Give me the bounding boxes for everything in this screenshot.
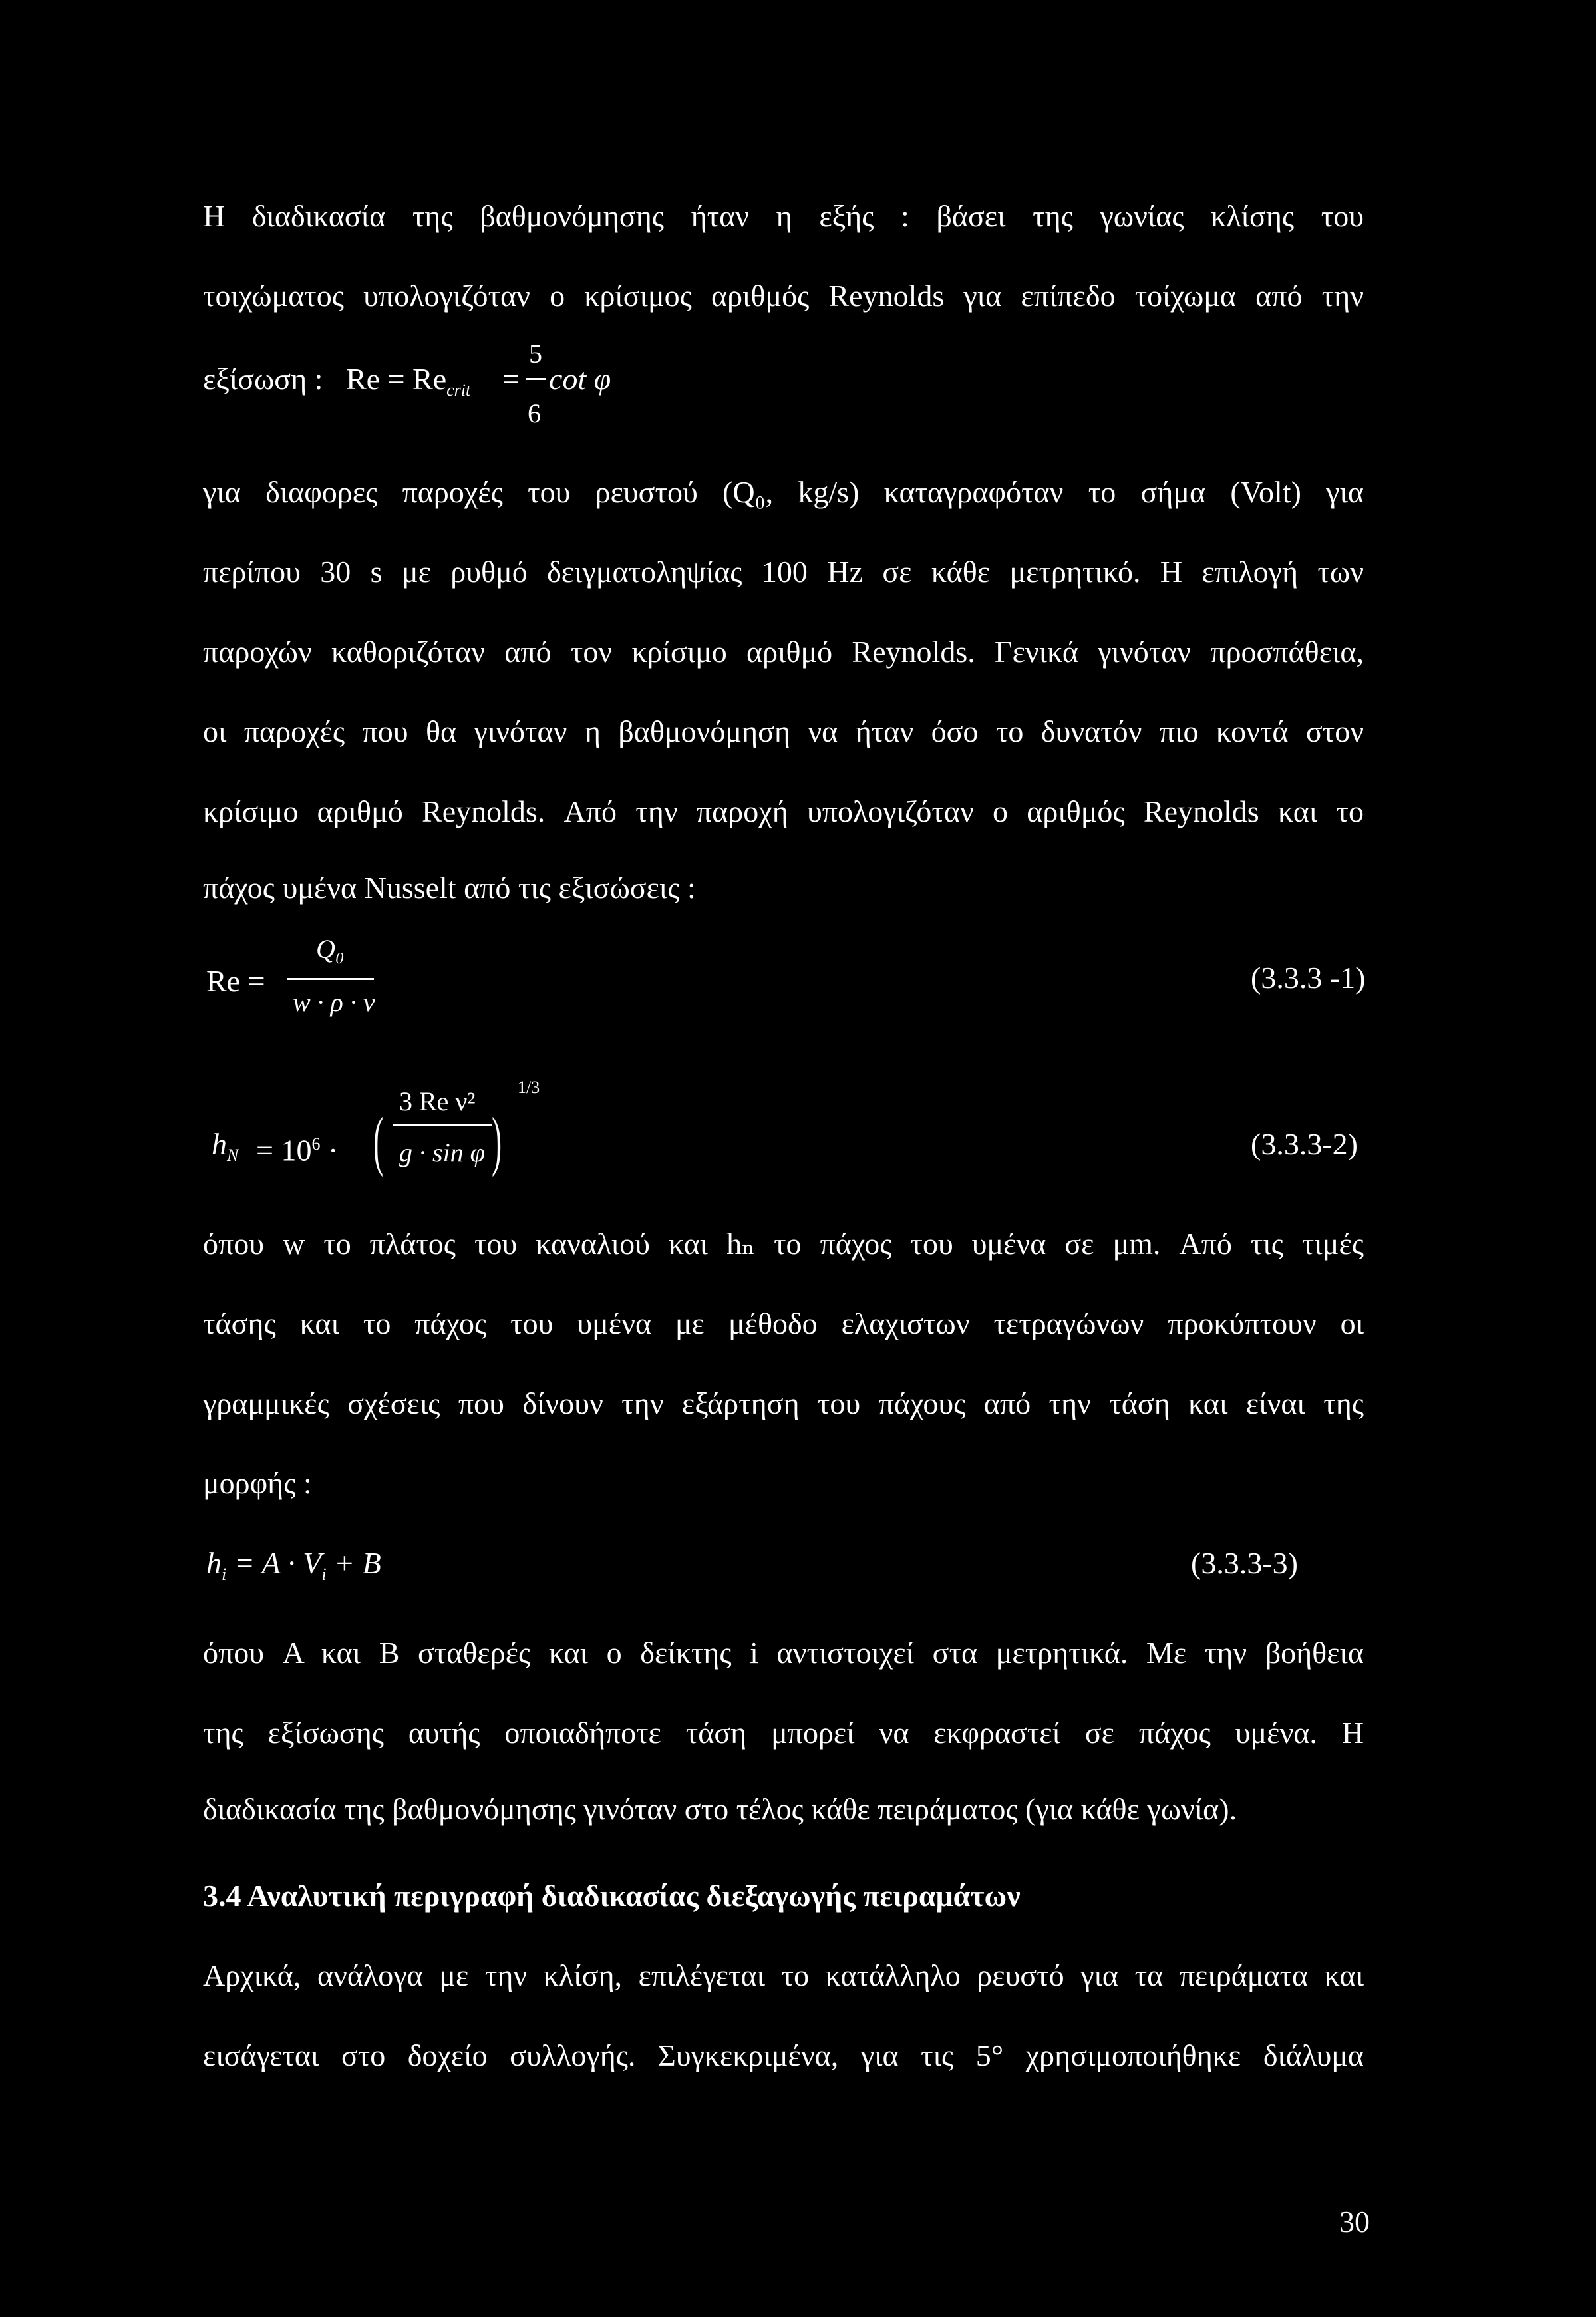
text-line: όπου w το πλάτος του καναλιού και hₙ το πάχος του υμένα σε μm. Από τις τιμές [203,1227,1364,1261]
text-line: της εξίσωσης αυτής οποιαδήποτε τάση μπορεί να εκφραστεί σε πάχος υμένα. Η [203,1716,1364,1750]
eq2-dot: · [327,1133,339,1167]
eq1-label: (3.3.3 -1) [1251,961,1366,995]
text-line: τοιχώματος υπολογιζόταν ο κρίσιμος αριθμός Reynolds για επίπεδο τοίχωμα από την [203,279,1364,313]
eq2-exponent: 1/3 [518,1078,540,1097]
text-line: τάσης και το πάχος του υμένα με μέθοδο ελαχιστων τετραγώνων προκύπτουν οι [203,1307,1364,1340]
text-line: διαδικασία της βαθμονόμησης γινόταν στο τέλος κάθε πειράματος (για κάθε γωνία). [203,1792,1237,1826]
text-line: για διαφορες παροχές του ρευστού (Q₀, kg/s) καταγραφόταν το σήμα (Volt) για [203,475,1364,509]
eq3-tail: + B [334,1546,381,1580]
text-line: κρίσιμο αριθμό Reynolds. Από την παροχή υπολογιζόταν ο αριθμός Reynolds και το [203,794,1364,828]
equation-reynolds-critical [346,359,470,410]
eq-re-sub: crit [446,381,471,400]
eq2-lhs [212,1124,238,1175]
eq2-eq-ten: = 10 [256,1133,312,1167]
text-line: μορφής : [203,1466,312,1500]
eq-cot-phi: cot φ [549,362,611,396]
eq3-sub-i: i [222,1565,227,1585]
eq3-h: h [206,1546,222,1580]
eq2-left-paren: ( [373,1104,384,1177]
text-line: Η διαδικασία της βαθμονόμησης ήταν η εξής : βάσει της γωνίας κλίσης του [203,199,1364,233]
eq-re-text: Re = Re [346,362,447,396]
eq2-right-paren: ) [492,1104,502,1177]
eq2-fraction-bar [393,1124,492,1126]
eq1-fraction-bar [287,978,374,980]
eq2-h-sub: N [227,1146,239,1165]
page-number: 30 [1339,2205,1370,2239]
eq1-numerator: Q₀ [316,934,345,964]
eq3-rest: = A · V [234,1546,322,1580]
text-line: πάχος υμένα Nusselt από τις εξισώσεις : [203,871,696,905]
equation-intro: εξίσωση : [203,362,323,396]
text-line: γραμμικές σχέσεις που δίνουν την εξάρτηση του πάχους από την τάση και είναι της [203,1386,1364,1420]
eq-frac-num: 5 [529,339,542,369]
text-line: Αρχικά, ανάλογα με την κλίση, επιλέγεται το κατάλληλο ρευστό για τα πειράματα και [203,1958,1364,1992]
text-line: περίπου 30 s με ρυθμό δειγματοληψίας 100 Hz σε κάθε μετρητικό. Η επιλογή των [203,555,1364,589]
eq1-lhs: Re = [206,964,265,998]
eq2-ten [256,1124,338,1170]
text-line: οι παροχές που θα γινόταν η βαθμονόμηση να ήταν όσο το δυνατόν πιο κοντά στον [203,714,1364,748]
text-line: εισάγεται στο δοχείο συλλογής. Συγκεκριμένα, για τις 5° χρησιμοποιήθηκε διάλυμα [203,2038,1364,2072]
eq1-denominator: w · ρ · ν [293,987,375,1017]
eq-frac-den: 6 [528,398,541,428]
eq2-numerator: 3 Re ν² [399,1086,476,1116]
equals-sign: = [502,362,520,396]
eq3-expression [206,1543,381,1595]
section-heading: 3.4 Αναλυτική περιγραφή διαδικασίας διεξαγωγής πειραμάτων [203,1879,1021,1913]
eq2-denominator: g · sin φ [399,1138,485,1167]
fraction-bar [526,378,546,380]
text-line: όπου A και B σταθερές και ο δείκτης i αντιστοιχεί στα μετρητικά. Με την βοήθεια [203,1636,1364,1670]
text-line: παροχών καθοριζόταν από τον κρίσιμο αριθμό Reynolds. Γενικά γινόταν προσπάθεια, [203,635,1364,669]
eq2-pow: 6 [311,1134,321,1154]
eq3-sub-i2: i [321,1565,327,1585]
eq2-h: h [212,1127,227,1161]
eq3-label: (3.3.3-3) [1191,1546,1298,1580]
eq2-label: (3.3.3-2) [1251,1127,1358,1161]
